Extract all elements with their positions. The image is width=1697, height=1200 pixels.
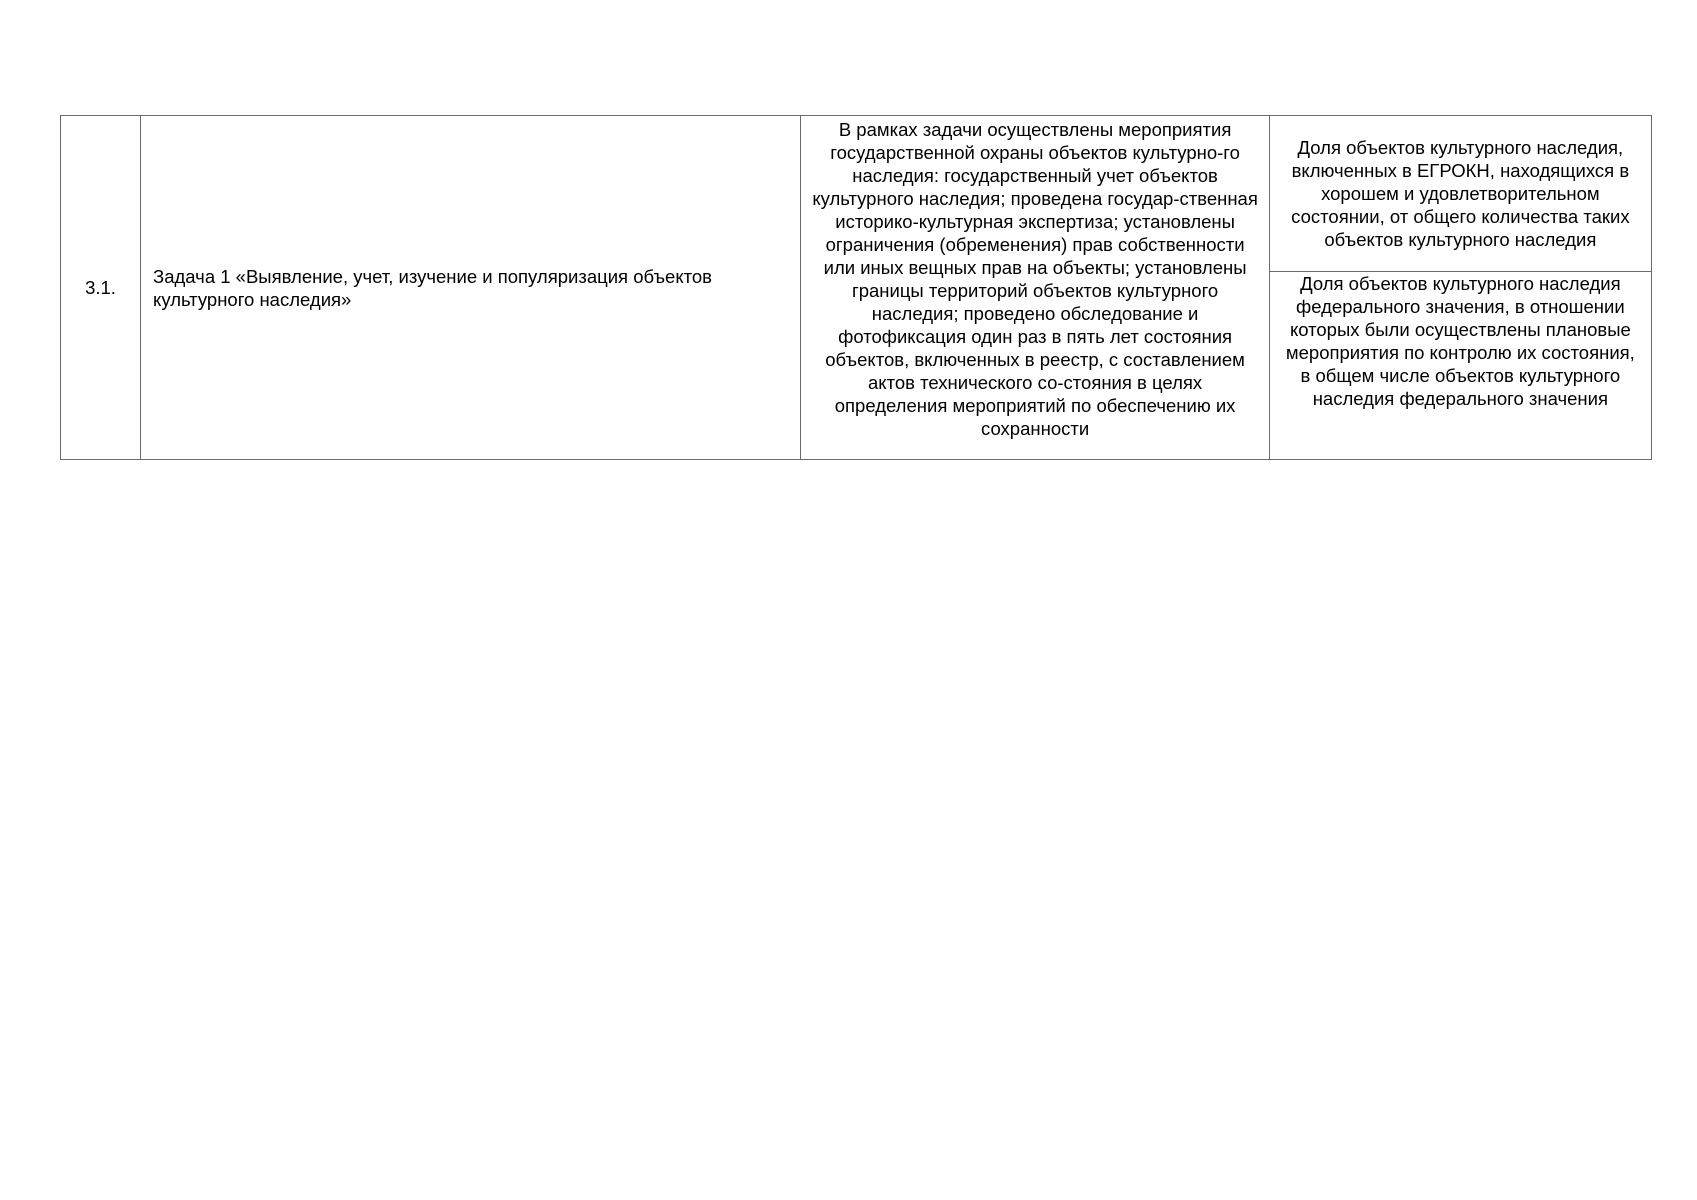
program-table: [60, 115, 1652, 460]
indicator-2: Доля объектов культурного наследия федерального значения, в отношении которых были осуществлены плановые мероприятия по контролю их состояния, в общем числе объектов культурного наследия федерального значения: [1269, 272, 1651, 460]
task-title: Задача 1 «Выявление, учет, изучение и популяризация объектов культурного наследия»: [141, 116, 801, 460]
table-row: [61, 116, 1652, 272]
row-number: 3.1.: [61, 116, 141, 460]
indicator-1: Доля объектов культурного наследия, включенных в ЕГРОКН, находящихся в хорошем и удовлетворительном состоянии, от общего количества таких объектов культурного наследия: [1269, 116, 1651, 272]
task-description: В рамках задачи осуществлены мероприятия государственной охраны объектов культурно-го наследия: государственный учет объектов культурного наследия; проведена государ-ственная историко-культурная экспертиза; установлены ограничения (обременения) прав собственности или иных вещных прав на объекты; установлены границы территорий объектов культурного наследия; проведено обследование и фотофиксация один раз в пять лет состояния объектов, включенных в реестр, с составлением актов технического со-стояния в целях определения мероприятий по обеспечению их сохранности: [801, 116, 1269, 460]
